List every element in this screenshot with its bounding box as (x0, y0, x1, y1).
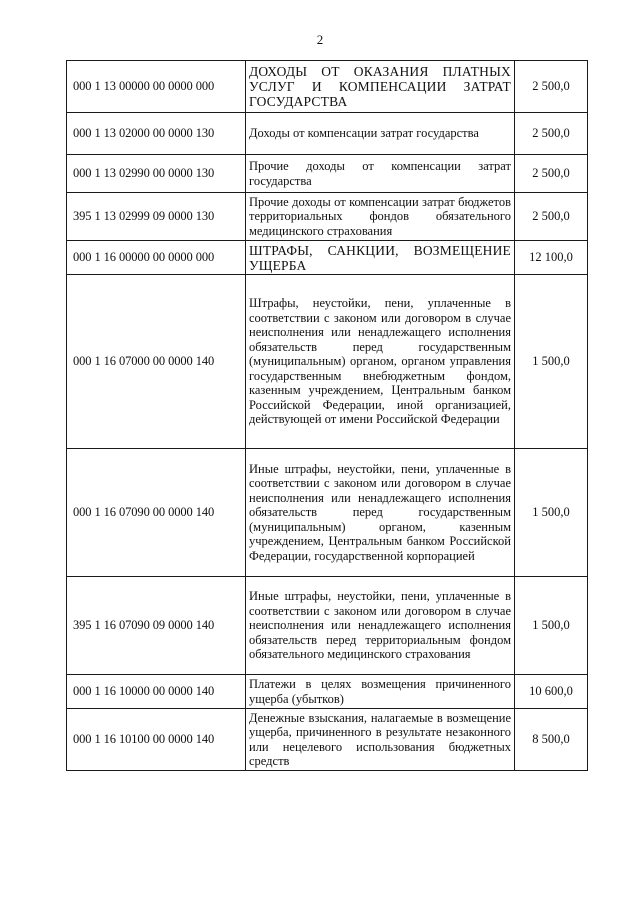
revenue-name-cell: Штрафы, неустойки, пени, уплаченные в соответствии с законом или договором в случае неисполнения или ненадлежащего исполнения обязательств перед государственным (муниципальным) органом, органом управления государственным внебюджетным фондом, казенным учреждением, Центральным банком Российской Федерации, иной организацией, действующей от имени Российской Федерации (246, 275, 515, 449)
table-row (67, 113, 588, 155)
revenue-name-cell: Платежи в целях возмещения причиненного ущерба (убытков) (246, 675, 515, 709)
table-row (67, 709, 588, 771)
budget-code-cell: 000 1 16 10100 00 0000 140 (67, 709, 246, 771)
budget-revenue-table (66, 60, 588, 771)
page-number: 2 (316, 32, 324, 47)
table-row (67, 449, 588, 577)
table-row (67, 275, 588, 449)
table-row (67, 577, 588, 675)
amount-cell: 2 500,0 (515, 61, 588, 113)
budget-code-cell: 000 1 13 02000 00 0000 130 (67, 113, 246, 155)
amount-cell: 2 500,0 (515, 155, 588, 193)
amount-cell: 8 500,0 (515, 709, 588, 771)
budget-code-cell: 000 1 16 07000 00 0000 140 (67, 275, 246, 449)
amount-cell: 12 100,0 (515, 241, 588, 275)
table-row (67, 675, 588, 709)
table-row (67, 155, 588, 193)
budget-code-cell: 000 1 13 00000 00 0000 000 (67, 61, 246, 113)
amount-cell: 1 500,0 (515, 275, 588, 449)
amount-cell: 2 500,0 (515, 193, 588, 241)
amount-cell: 2 500,0 (515, 113, 588, 155)
revenue-name-cell: Денежные взыскания, налагаемые в возмещение ущерба, причиненного в результате незаконного или нецелевого использования бюджетных средств (246, 709, 515, 771)
budget-code-cell: 000 1 16 10000 00 0000 140 (67, 675, 246, 709)
budget-code-cell: 000 1 16 07090 00 0000 140 (67, 449, 246, 577)
revenue-name-cell: Иные штрафы, неустойки, пени, уплаченные в соответствии с законом или договором в случае неисполнения или ненадлежащего исполнения обязательств перед государственным (муниципальным) органом, казенным учреждением, Центральным банком Российской Федерации, государственной корпорацией (246, 449, 515, 577)
revenue-name-cell: Доходы от компенсации затрат государства (246, 113, 515, 155)
revenue-name-cell: ДОХОДЫ ОТ ОКАЗАНИЯ ПЛАТНЫХ УСЛУГ И КОМПЕНСАЦИИ ЗАТРАТ ГОСУДАРСТВА (246, 61, 515, 113)
budget-code-cell: 395 1 13 02999 09 0000 130 (67, 193, 246, 241)
table-row (67, 193, 588, 241)
revenue-name-cell: Прочие доходы от компенсации затрат бюджетов территориальных фондов обязательного медицинского страхования (246, 193, 515, 241)
amount-cell: 1 500,0 (515, 449, 588, 577)
revenue-name-cell: ШТРАФЫ, САНКЦИИ, ВОЗМЕЩЕНИЕ УЩЕРБА (246, 241, 515, 275)
budget-code-cell: 000 1 16 00000 00 0000 000 (67, 241, 246, 275)
table-row (67, 61, 588, 113)
amount-cell: 10 600,0 (515, 675, 588, 709)
budget-code-cell: 395 1 16 07090 09 0000 140 (67, 577, 246, 675)
revenue-name-cell: Иные штрафы, неустойки, пени, уплаченные в соответствии с законом или договором в случае неисполнения или ненадлежащего исполнения обязательств перед территориальным фондом обязательного медицинского страхования (246, 577, 515, 675)
amount-cell: 1 500,0 (515, 577, 588, 675)
table-row (67, 241, 588, 275)
budget-code-cell: 000 1 13 02990 00 0000 130 (67, 155, 246, 193)
revenue-name-cell: Прочие доходы от компенсации затрат государства (246, 155, 515, 193)
